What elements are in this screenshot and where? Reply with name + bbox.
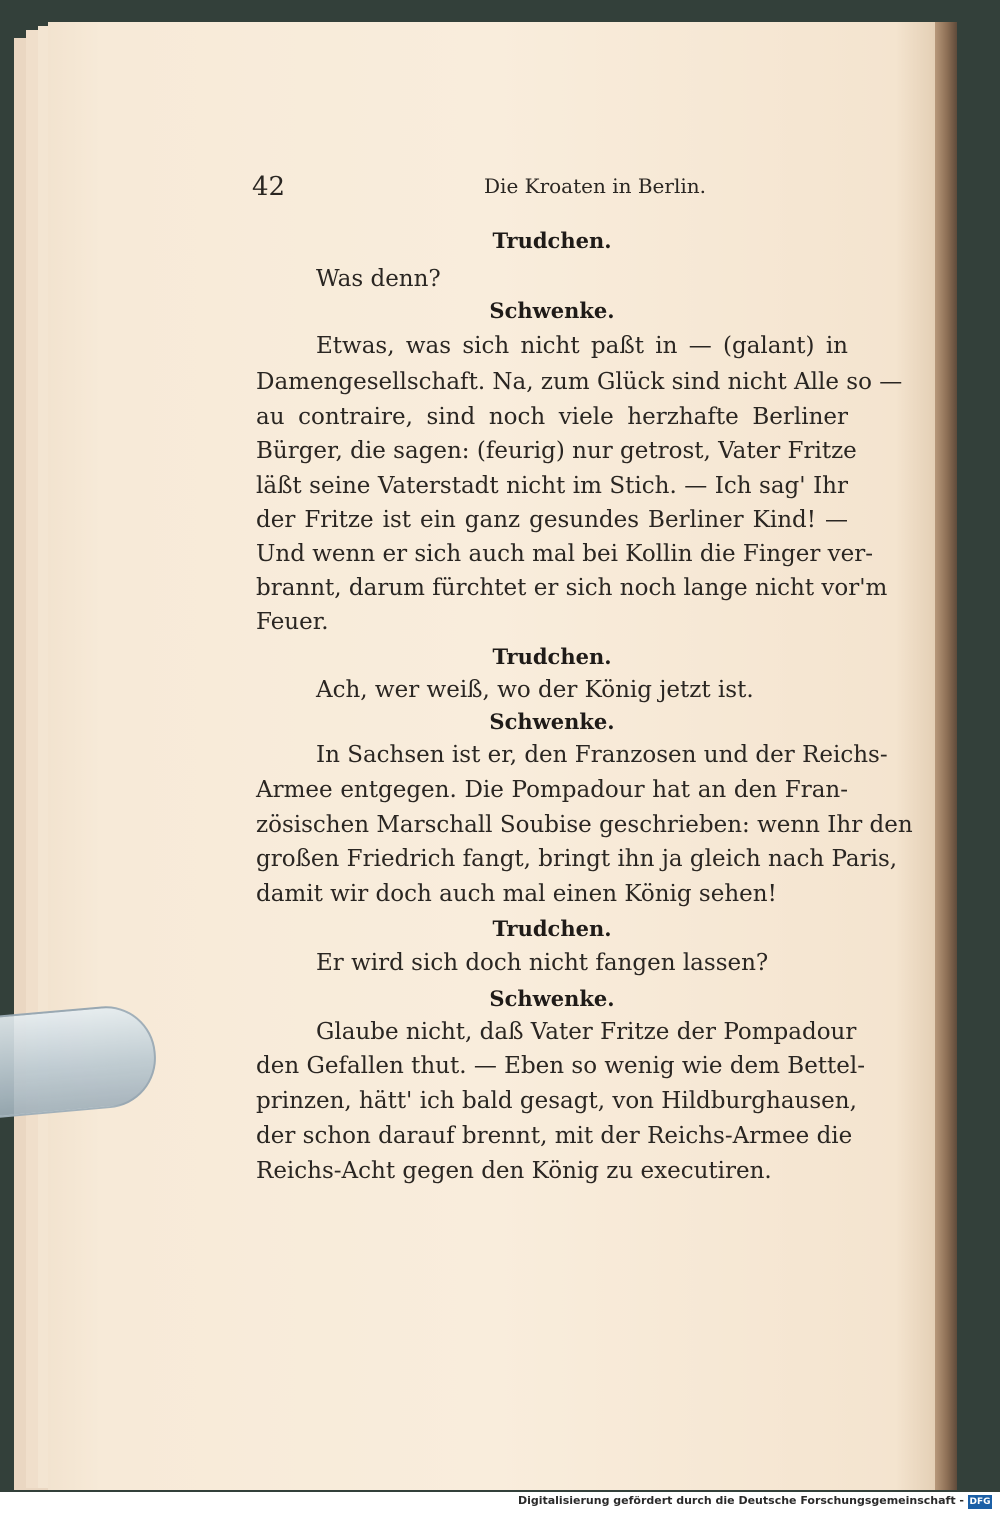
- speaker-label: Trudchen.: [492, 228, 612, 253]
- text-line: Was denn?: [316, 266, 441, 292]
- text-line: In Sachsen ist er, den Franzosen und der Reichs-: [316, 742, 888, 768]
- text-line: prinzen, hätt' ich bald gesagt, von Hildburghausen,: [256, 1088, 857, 1114]
- line-text: Etwas, was sich nicht paßt in — (galant) in: [316, 333, 848, 359]
- text-line: den Gefallen thut. — Eben so wenig wie dem Bettel-: [256, 1053, 866, 1079]
- dfg-logo: DFG: [969, 1497, 991, 1507]
- speaker-label: Schwenke.: [489, 986, 615, 1011]
- text-line: Ach, wer weiß, wo der König jetzt ist.: [316, 677, 754, 703]
- text-line: Feuer.: [256, 609, 329, 635]
- funding-credit: Digitalisierung gefördert durch die Deutsche Forschungsgemeinschaft -: [517, 1494, 964, 1507]
- text-line: [316, 333, 848, 359]
- speaker-label: Schwenke.: [489, 298, 615, 323]
- text-line: der schon darauf brennt, mit der Reichs-Armee die: [256, 1123, 853, 1149]
- page-number: 42: [252, 172, 286, 202]
- text-line: Glaube nicht, daß Vater Fritze der Pompadour: [316, 1019, 857, 1045]
- text-line: damit wir doch auch mal einen König sehen!: [256, 881, 777, 907]
- text-line: au contraire, sind noch viele herzhafte Berliner: [256, 404, 848, 430]
- text-line: Bürger, die sagen: (feurig) nur getrost, Vater Fritze: [256, 438, 857, 464]
- speaker-label: Schwenke.: [489, 709, 615, 734]
- speaker-label: Trudchen.: [492, 644, 612, 669]
- text-line: zösischen Marschall Soubise geschrieben: wenn Ihr den: [256, 812, 913, 838]
- text-line: brannt, darum fürchtet er sich noch lange nicht vor'm: [256, 575, 888, 601]
- text-line: Er wird sich doch nicht fangen lassen?: [316, 950, 769, 976]
- text-line: läßt seine Vaterstadt nicht im Stich. — Ich sag' Ihr: [256, 473, 848, 499]
- text-line: Und wenn er sich auch mal bei Kollin die Finger ver-: [256, 541, 874, 567]
- text-line: der Fritze ist ein ganz gesundes Berliner Kind! —: [256, 507, 848, 533]
- text-line: Damengesellschaft. Na, zum Glück sind nicht Alle so —: [256, 369, 903, 395]
- text-line: Armee entgegen. Die Pompadour hat an den Fran-: [256, 777, 848, 803]
- running-title: Die Kroaten in Berlin.: [484, 174, 706, 198]
- text-line: großen Friedrich fangt, bringt ihn ja gleich nach Paris,: [256, 846, 898, 872]
- speaker-label: Trudchen.: [492, 916, 612, 941]
- text-line: Reichs-Acht gegen den König zu executiren.: [256, 1158, 772, 1184]
- book-spine: [935, 22, 957, 1490]
